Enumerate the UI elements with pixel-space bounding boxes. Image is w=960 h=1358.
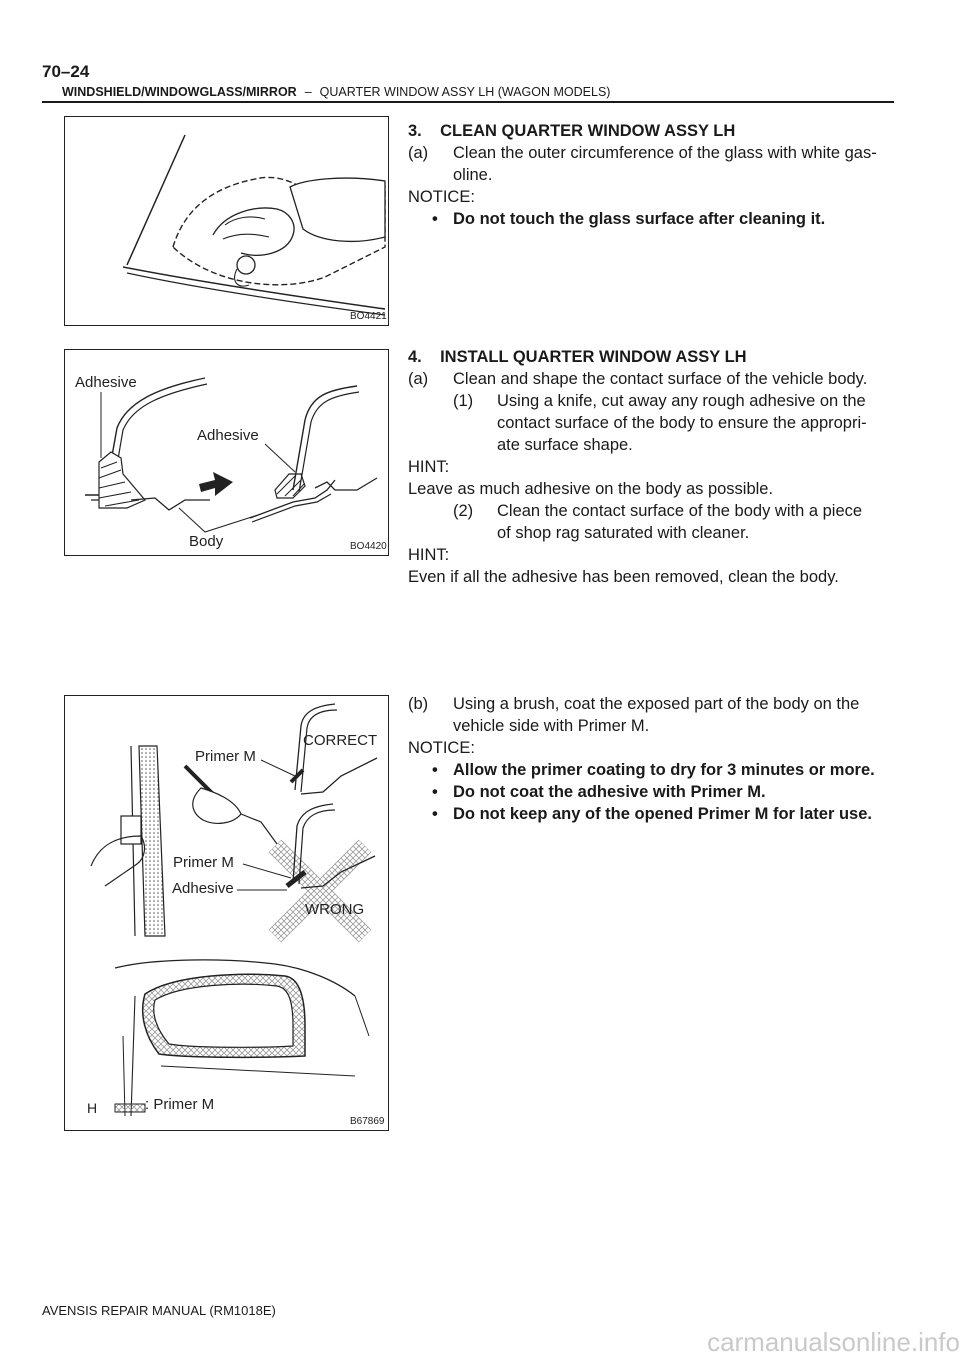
step-3-notice-item bbox=[408, 208, 898, 230]
step-3a-line2: oline. bbox=[453, 166, 493, 184]
hint-2-text: Even if all the adhesive has been removed, clean the body. bbox=[408, 568, 839, 586]
step-4b bbox=[408, 693, 898, 737]
step-3-notice-heading: NOTICE: bbox=[408, 188, 475, 206]
header-dash: – bbox=[304, 85, 312, 99]
step-4-title: 4. INSTALL QUARTER WINDOW ASSY LH bbox=[408, 348, 747, 366]
step-4a bbox=[408, 368, 898, 390]
bullet: • bbox=[432, 783, 438, 801]
legend-primer-m: : Primer M bbox=[145, 1096, 215, 1113]
label-wrong: WRONG bbox=[305, 901, 365, 918]
step-4a1-line3: ate surface shape. bbox=[497, 436, 633, 454]
step-4-notice-item-2 bbox=[408, 781, 898, 803]
figure-code: BO4421 bbox=[350, 311, 387, 322]
step-4a1 bbox=[408, 390, 898, 456]
step-3-notice-text: Do not touch the glass surface after cleaning it. bbox=[453, 210, 826, 228]
step-4a-text: Clean and shape the contact surface of the vehicle body. bbox=[453, 370, 868, 388]
header-subsection: QUARTER WINDOW ASSY LH (WAGON MODELS) bbox=[319, 85, 611, 99]
cleaning-glass-illustration bbox=[65, 117, 390, 327]
page-number: 70–24 bbox=[42, 62, 90, 81]
step-4b-mark: (b) bbox=[408, 695, 429, 713]
step-4-notice-text-2: Do not coat the adhesive with Primer M. bbox=[453, 783, 766, 801]
header-rule bbox=[42, 101, 894, 103]
step-4a1-mark: (1) bbox=[453, 392, 474, 410]
label-body: Body bbox=[189, 533, 224, 550]
figure-code: B67869 bbox=[350, 1116, 385, 1127]
step-4-notice-text-1: Allow the primer coating to dry for 3 minutes or more. bbox=[453, 761, 875, 779]
bullet: • bbox=[432, 210, 438, 228]
label-primer-top: Primer M bbox=[195, 748, 256, 765]
step-3a-mark: (a) bbox=[408, 144, 429, 162]
figure-cleaning-glass bbox=[64, 116, 389, 326]
label-adhesive: Adhesive bbox=[172, 880, 234, 897]
label-adhesive-right: Adhesive bbox=[197, 427, 259, 444]
step-4-notice-heading: NOTICE: bbox=[408, 739, 475, 757]
hint-2-heading: HINT: bbox=[408, 546, 450, 564]
step-3a-line1: Clean the outer circumference of the glass with white gas- bbox=[453, 144, 877, 162]
bullet: • bbox=[432, 805, 438, 823]
figure-body-adhesive bbox=[64, 349, 389, 556]
step-4a1-line1: Using a knife, cut away any rough adhesive on the bbox=[497, 392, 866, 410]
watermark: carmanualsonline.info bbox=[707, 1327, 960, 1357]
header-section: WINDSHIELD/WINDOWGLASS/MIRROR bbox=[62, 85, 297, 99]
hint-1-text: Leave as much adhesive on the body as possible. bbox=[408, 480, 774, 498]
label-correct: CORRECT bbox=[303, 732, 378, 749]
step-4-notice-text-3: Do not keep any of the opened Primer M for later use. bbox=[453, 805, 872, 823]
label-primer-mid: Primer M bbox=[173, 854, 234, 871]
step-4b-line1: Using a brush, coat the exposed part of the body on the bbox=[453, 695, 860, 713]
step-3-title: 3. CLEAN QUARTER WINDOW ASSY LH bbox=[408, 122, 736, 140]
figure-mark: H bbox=[87, 1100, 98, 1116]
figure-code: BO4420 bbox=[350, 541, 387, 552]
hint-1-heading: HINT: bbox=[408, 458, 450, 476]
step-4a2-line2: of shop rag saturated with cleaner. bbox=[497, 524, 750, 542]
step-4-notice-item-1 bbox=[408, 759, 898, 781]
step-4a1-line2: contact surface of the body to ensure the appropri- bbox=[497, 414, 867, 432]
running-header bbox=[62, 85, 610, 99]
step-4a2-mark: (2) bbox=[453, 502, 474, 520]
step-3a bbox=[408, 142, 898, 186]
step-4-notice-item-3 bbox=[408, 803, 898, 825]
step-4a2-line1: Clean the contact surface of the body with a piece bbox=[497, 502, 863, 520]
step-4a-mark: (a) bbox=[408, 370, 429, 388]
figure-primer-application bbox=[64, 695, 389, 1131]
step-4a2 bbox=[408, 500, 898, 544]
step-4b-line2: vehicle side with Primer M. bbox=[453, 717, 650, 735]
label-adhesive-left: Adhesive bbox=[75, 374, 137, 391]
bullet: • bbox=[432, 761, 438, 779]
manual-footer: AVENSIS REPAIR MANUAL (RM1018E) bbox=[42, 1303, 276, 1318]
